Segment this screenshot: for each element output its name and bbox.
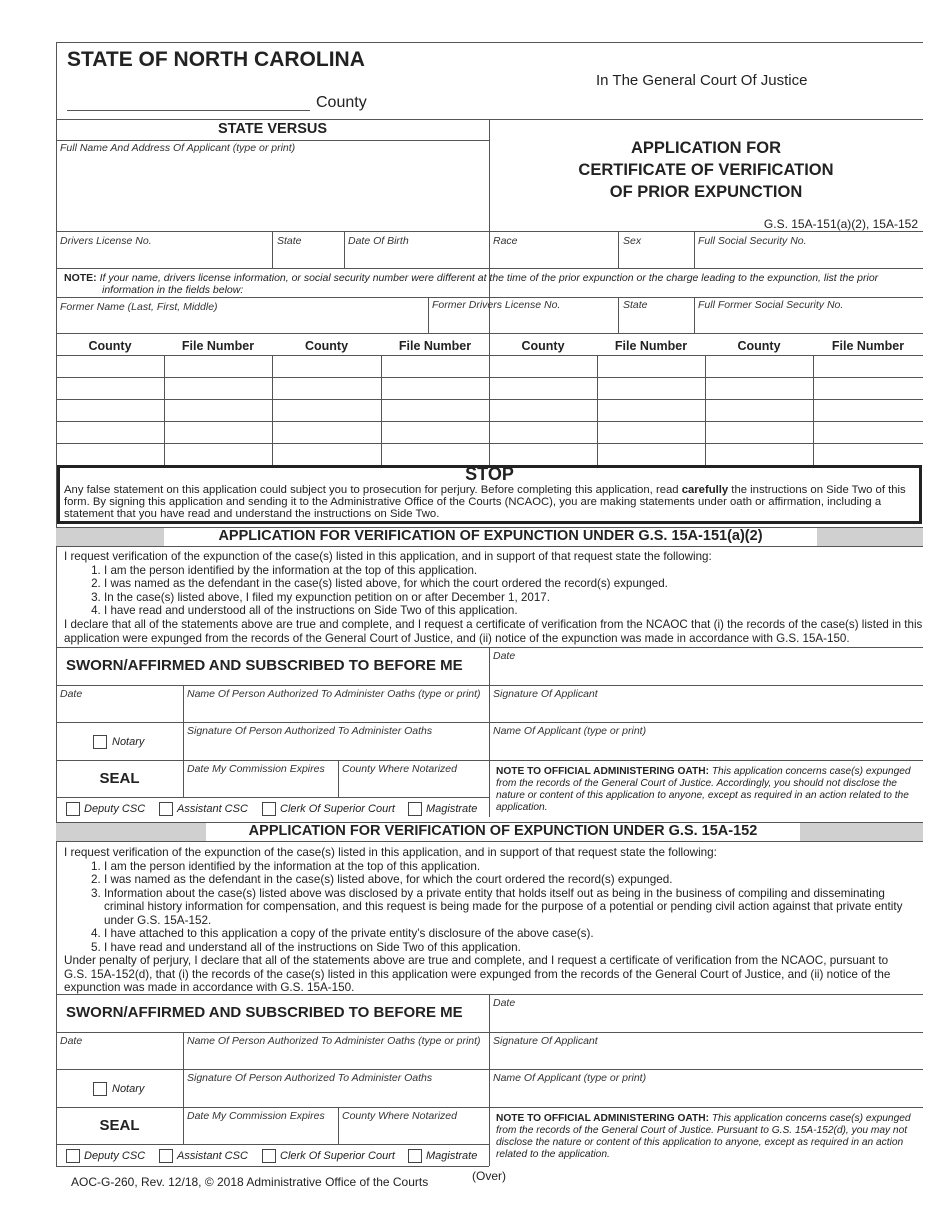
deputy-csc-checkbox[interactable] <box>66 1149 80 1163</box>
col-divider <box>694 297 695 333</box>
section-shade <box>800 822 923 841</box>
notary-checkbox[interactable] <box>93 735 107 749</box>
list-item: 4. I have attached to this application a copy of the private entity’s disclosure of the above case(s). <box>104 927 914 941</box>
col-divider <box>338 1107 339 1144</box>
section1-text <box>64 550 924 645</box>
notary-label: Notary <box>112 736 145 748</box>
county-line[interactable] <box>67 110 310 111</box>
col-divider <box>705 355 706 465</box>
seal-label: SEAL <box>99 1117 140 1134</box>
list-item: 4. I have read and understood all of the instructions on Side Two of this application. <box>104 604 924 618</box>
county-label: County <box>316 94 367 111</box>
rule <box>56 268 923 269</box>
stop-text-part: Any false statement on this application could subject you to prosecution for perjury. Before completing this application, read <box>64 484 682 496</box>
col-divider <box>272 231 273 268</box>
section2-closing: Under penalty of perjury, I declare that all of the statements above are true and complete, and I request a certificate of verification from the NCAOC, pursuant to G.S. 15A-152(d), that (i) the records of the case(s) listed in this application were expunged from the records of the General Court of Justice, and (ii) notice of the expunction was made in accordance with G.S. 15A-150. <box>64 954 891 994</box>
form-title <box>489 137 923 203</box>
form-title-line: OF PRIOR EXPUNCTION <box>609 183 803 201</box>
center-divider <box>489 647 490 817</box>
rule <box>56 685 923 686</box>
deputy-csc-label: Deputy CSC <box>84 1150 146 1162</box>
rule <box>56 421 923 422</box>
note-line: information in the fields below: <box>102 283 244 296</box>
rule <box>56 1032 923 1033</box>
former-state-field[interactable]: State <box>623 299 648 311</box>
case-table-header: File Number <box>614 339 688 353</box>
sworn1-commission[interactable]: Date My Commission Expires <box>187 763 325 775</box>
sworn2-name-admin[interactable]: Name Of Person Authorized To Administer Oaths (type or print) <box>187 1035 481 1047</box>
rule <box>56 546 923 547</box>
col-divider <box>183 685 184 797</box>
rule <box>56 1166 489 1167</box>
clerk-checkbox[interactable] <box>262 802 276 816</box>
list-item: 1. I am the person identified by the information at the top of this application. <box>104 564 924 578</box>
magistrate-label: Magistrate <box>426 803 478 815</box>
rule <box>56 1069 923 1070</box>
sworn1-title: SWORN/AFFIRMED AND SUBSCRIBED TO BEFORE ME <box>66 657 463 674</box>
sworn2-date-right[interactable]: Date <box>493 997 516 1009</box>
rule <box>56 231 923 232</box>
sworn1-county-notarized[interactable]: County Where Notarized <box>342 763 457 775</box>
form-id: AOC-G-260, Rev. 12/18, © 2018 Administrative Office of the Courts <box>71 1175 429 1189</box>
sworn1-oath-note <box>496 766 918 814</box>
clerk-checkbox[interactable] <box>262 1149 276 1163</box>
list-item: 5. I have read and understand all of the instructions on Side Two of this application. <box>104 941 914 955</box>
sworn2-sig-applicant[interactable]: Signature Of Applicant <box>493 1035 598 1047</box>
case-table-header: File Number <box>398 339 472 353</box>
form-title-line: APPLICATION FOR <box>630 139 782 157</box>
seal-label: SEAL <box>99 770 140 787</box>
deputy-csc-checkbox[interactable] <box>66 802 80 816</box>
applicant-name-label: Full Name And Address Of Applicant (type or print) <box>60 142 296 154</box>
sworn2-date-left[interactable]: Date <box>60 1035 83 1047</box>
rule <box>56 722 923 723</box>
former-ssn-field[interactable]: Full Former Social Security No. <box>698 299 844 311</box>
sworn1-sig-applicant[interactable]: Signature Of Applicant <box>493 688 598 700</box>
oath-note-text: This application concerns case(s) expunged from the records of the General Court of Justice. Accordingly, you should not disclose the nature or content of this application to anyone, except as required in an action related to the application. <box>496 766 911 813</box>
case-table-header: County <box>88 339 132 353</box>
stop-text-part: the instructions on Side Two of this form. By signing this application and sending it to the Administrative Office of the Courts (NCAOC), you are making statements under oath or affirmation, including a statement that you have read and understand the instructions on Side Two. <box>64 484 906 520</box>
deputy-csc-label: Deputy CSC <box>84 803 146 815</box>
section2-title: APPLICATION FOR VERIFICATION OF EXPUNCTION UNDER G.S. 15A-152 <box>248 823 758 839</box>
former-license-field[interactable]: Former Drivers License No. <box>432 299 561 311</box>
section-shade <box>817 527 923 546</box>
col-divider <box>344 231 345 268</box>
assistant-csc-checkbox[interactable] <box>159 1149 173 1163</box>
form-title-line: CERTIFICATE OF VERIFICATION <box>578 161 834 179</box>
rule <box>56 760 923 761</box>
center-divider <box>489 994 490 1166</box>
clerk-label: Clerk Of Superior Court <box>280 1150 395 1162</box>
rule <box>56 297 923 298</box>
rule <box>56 841 923 842</box>
section1-intro: I request verification of the expunction of the case(s) listed in this application, and in support of that request state the following: <box>64 550 712 563</box>
assistant-csc-checkbox[interactable] <box>159 802 173 816</box>
sworn1-name-applicant[interactable]: Name Of Applicant (type or print) <box>493 725 647 737</box>
sworn1-name-admin[interactable]: Name Of Person Authorized To Administer Oaths (type or print) <box>187 688 481 700</box>
magistrate-label: Magistrate <box>426 1150 478 1162</box>
statute-ref: G.S. 15A-151(a)(2), 15A-152 <box>763 217 918 231</box>
sworn2-sig-admin[interactable]: Signature Of Person Authorized To Administer Oaths <box>187 1072 433 1084</box>
col-divider <box>164 355 165 465</box>
top-border <box>56 42 923 43</box>
over-label: (Over) <box>472 1169 506 1183</box>
rule <box>56 355 923 356</box>
assistant-csc-label: Assistant CSC <box>177 803 248 815</box>
col-divider <box>381 355 382 465</box>
state-title: STATE OF NORTH CAROLINA <box>67 48 365 71</box>
notary-checkbox[interactable] <box>93 1082 107 1096</box>
note-bold: NOTE: <box>64 272 97 284</box>
sworn2-commission[interactable]: Date My Commission Expires <box>187 1110 325 1122</box>
former-name-field[interactable]: Former Name (Last, First, Middle) <box>60 301 218 313</box>
magistrate-checkbox[interactable] <box>408 1149 422 1163</box>
drivers-license-field[interactable]: Drivers License No. <box>60 235 152 247</box>
applicant-name-field[interactable] <box>60 156 485 230</box>
rule <box>56 797 489 798</box>
note-former-info <box>64 273 920 296</box>
left-border <box>56 42 57 1166</box>
sworn2-county-notarized[interactable]: County Where Notarized <box>342 1110 457 1122</box>
section2-intro: I request verification of the expunction of the case(s) listed in this application, and in support of that request state the following: <box>64 846 717 859</box>
section2-text <box>64 846 914 995</box>
case-table-header: County <box>521 339 565 353</box>
assistant-csc-label: Assistant CSC <box>177 1150 248 1162</box>
section-shade <box>56 527 164 546</box>
stop-title: STOP <box>465 464 514 484</box>
race-field[interactable]: Race <box>493 235 518 247</box>
rule <box>56 140 489 141</box>
rule <box>56 443 923 444</box>
list-item: 3. In the case(s) listed above, I filed my expunction petition on or after December 1, 2017. <box>104 591 924 605</box>
list-item: 2. I was named as the defendant in the case(s) listed above, for which the court ordered the record(s) expunged. <box>104 873 914 887</box>
col-divider <box>338 760 339 797</box>
col-divider <box>597 355 598 465</box>
col-divider <box>428 297 429 333</box>
notary-label: Notary <box>112 1083 145 1095</box>
col-divider <box>618 231 619 268</box>
list-item: 3. Information about the case(s) listed above was disclosed by a private entity that holds itself out as being in the business of compiling and disseminating criminal history information for compensation, and this request is being made for the purpose of a potential or pending civil action against that private entity under G.S. 15A-152. <box>104 887 914 928</box>
case-table-header: County <box>304 339 349 353</box>
section1-title: APPLICATION FOR VERIFICATION OF EXPUNCTION UNDER G.S. 15A-151(a)(2) <box>218 528 763 544</box>
sworn2-oath-note <box>496 1113 918 1161</box>
sworn2-title: SWORN/AFFIRMED AND SUBSCRIBED TO BEFORE ME <box>66 1004 463 1021</box>
oath-note-bold: NOTE TO OFFICIAL ADMINISTERING OATH: <box>496 1113 709 1124</box>
state-versus: STATE VERSUS <box>217 121 328 137</box>
col-divider <box>813 355 814 465</box>
rule <box>56 399 923 400</box>
oath-note-text: This application concerns case(s) expunged from the records of the General Court of Justice. Pursuant to G.S. 15A-152(d), you may not disclose the nature or content of this application to anyone, except as required in an action related to the application. <box>496 1113 911 1160</box>
col-divider <box>183 1032 184 1144</box>
rule <box>56 1107 923 1108</box>
oath-note-bold: NOTE TO OFFICIAL ADMINISTERING OATH: <box>496 766 709 777</box>
case-table-header: County <box>737 339 781 353</box>
state-field[interactable]: State <box>277 235 302 247</box>
clerk-label: Clerk Of Superior Court <box>280 803 395 815</box>
case-table-header: File Number <box>181 339 255 353</box>
list-item: 2. I was named as the defendant in the case(s) listed above, for which the court ordered the record(s) expunged. <box>104 577 924 591</box>
section1-closing: I declare that all of the statements above are true and complete, and I request a certificate of verification from the NCAOC that (i) the records of the case(s) listed in this application were expunged from the records of the General Court of Justice, and (ii) notice of the expunction was made in accordance with G.S. 15A-150. <box>64 617 923 645</box>
section-shade <box>56 822 206 841</box>
sex-field[interactable]: Sex <box>623 235 642 247</box>
sworn1-date-right[interactable]: Date <box>493 650 516 662</box>
rule <box>56 1144 489 1145</box>
rule <box>56 377 923 378</box>
note-line: If your name, drivers license information, or social security number were different at the time of the prior expunction or the charge leading to the expunction, list the prior <box>99 272 879 284</box>
dob-field[interactable]: Date Of Birth <box>348 235 409 247</box>
col-divider <box>618 297 619 333</box>
ssn-field[interactable]: Full Social Security No. <box>698 235 807 247</box>
list-item: 1. I am the person identified by the information at the top of this application. <box>104 860 914 874</box>
col-divider <box>694 231 695 268</box>
magistrate-checkbox[interactable] <box>408 802 422 816</box>
stop-text-bold: carefully <box>681 484 729 496</box>
stop-text <box>64 484 918 520</box>
rule <box>56 333 923 334</box>
sworn2-name-applicant[interactable]: Name Of Applicant (type or print) <box>493 1072 647 1084</box>
sworn1-date-left[interactable]: Date <box>60 688 83 700</box>
col-divider <box>272 355 273 465</box>
case-table-header: File Number <box>831 339 905 353</box>
sworn1-sig-admin[interactable]: Signature Of Person Authorized To Administer Oaths <box>187 725 433 737</box>
court-title: In The General Court Of Justice <box>596 72 808 89</box>
